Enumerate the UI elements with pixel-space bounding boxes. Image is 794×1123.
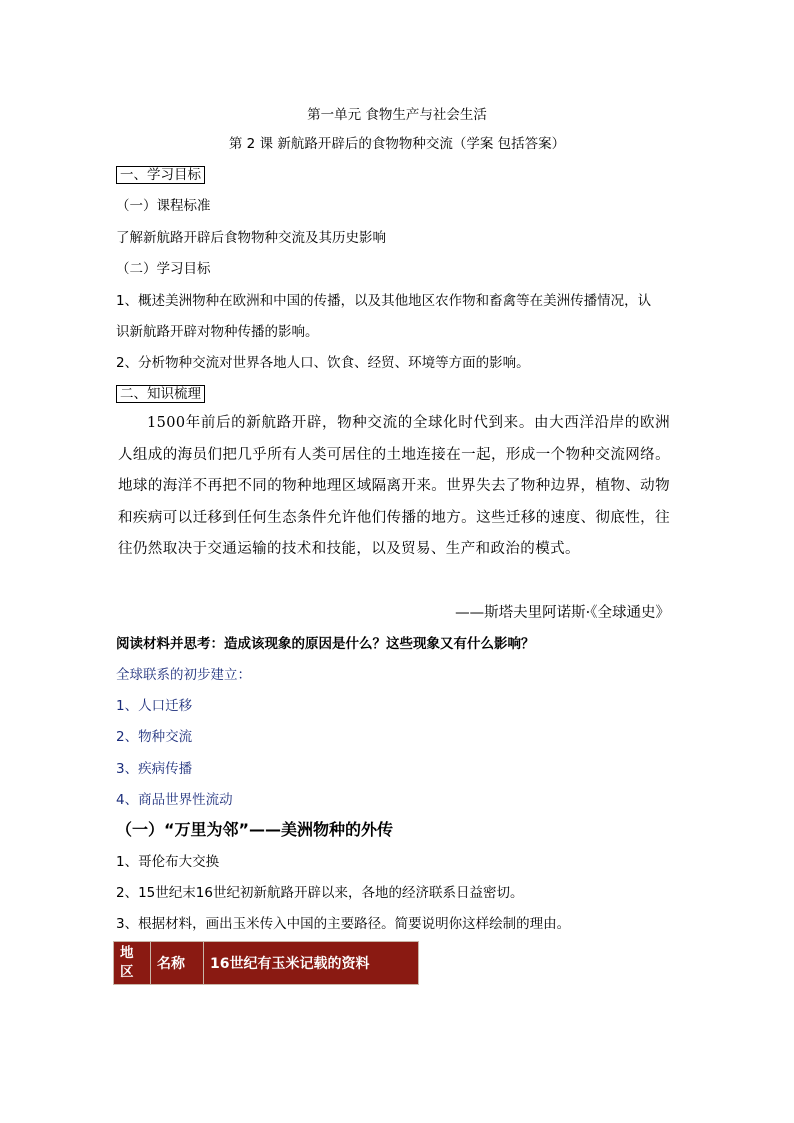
global-link-item: 4、商品世界性流动 [116, 792, 233, 808]
table-header-row [114, 942, 419, 985]
reading-question: 阅读材料并思考：造成该现象的原因是什么？这些现象又有什么影响？ [116, 636, 535, 652]
global-link-item: 3、疾病传播 [116, 761, 193, 777]
part-1-item-3: 3、根据材料，画出玉米传入中国的主要路径。简要说明你这样绘制的理由。 [116, 916, 571, 932]
course-standard: 了解新航路开辟后食物物种交流及其历史影响 [116, 230, 386, 246]
header-name: 名称 [151, 942, 204, 985]
header-region: 地区 [114, 942, 151, 985]
goal-1-line-1: 1、概述美洲物种在欧洲和中国的传播，以及其他地区农作物和畜禽等在美洲传播情况，认 [116, 293, 652, 309]
part-1-heading: （一）“万里为邻”——美洲物种的外传 [116, 820, 394, 839]
part-1-item-1: 1、哥伦布大交换 [116, 854, 220, 870]
unit-title: 第一单元 食物生产与社会生活 [307, 107, 487, 123]
global-link-item: 1、人口迁移 [116, 698, 193, 714]
goal-1-line-2: 识新航路开辟对物种传播的影响。 [116, 324, 319, 340]
goal-2: 2、分析物种交流对世界各地人口、饮食、经贸、环境等方面的影响。 [116, 355, 530, 371]
quote-paragraph: 1500年前后的新航路开辟，物种交流的全球化时代到来。由大西洋沿岸的欧洲人组成的海员们把几乎所有人类可居住的土地连接在一起，形成一个物种交流网络。地球的海洋不再把不同的物种地理区域隔离开来。世界失去了物种边界，植物、动物和疾病可以迁移到任何生态条件允许他们传播的地方。这些迁移的速度、彻底性，往往仍然取决于交通运输的技术和技能，以及贸易、生产和政治的模式。 [118, 415, 670, 557]
part-1-item-2: 2、15世纪末16世纪初新航路开辟以来，各地的经济联系日益密切。 [116, 885, 524, 901]
lesson-title: 第 2 课 新航路开辟后的食物物种交流（学案 包括答案） [228, 136, 566, 152]
section-1-title: 一、学习目标 [116, 166, 205, 184]
section-1-sub2: （二）学习目标 [116, 261, 211, 277]
global-links-title: 全球联系的初步建立： [116, 667, 251, 683]
quote-source: ——斯塔夫里阿诺斯·《全球通史》 [455, 605, 670, 621]
section-2-title: 二、知识梳理 [116, 385, 205, 403]
corn-records-table [113, 941, 419, 985]
global-link-item: 2、物种交流 [116, 729, 193, 745]
section-1-sub1: （一）课程标准 [116, 198, 211, 214]
header-records: 16世纪有玉米记载的资料 [204, 942, 419, 985]
